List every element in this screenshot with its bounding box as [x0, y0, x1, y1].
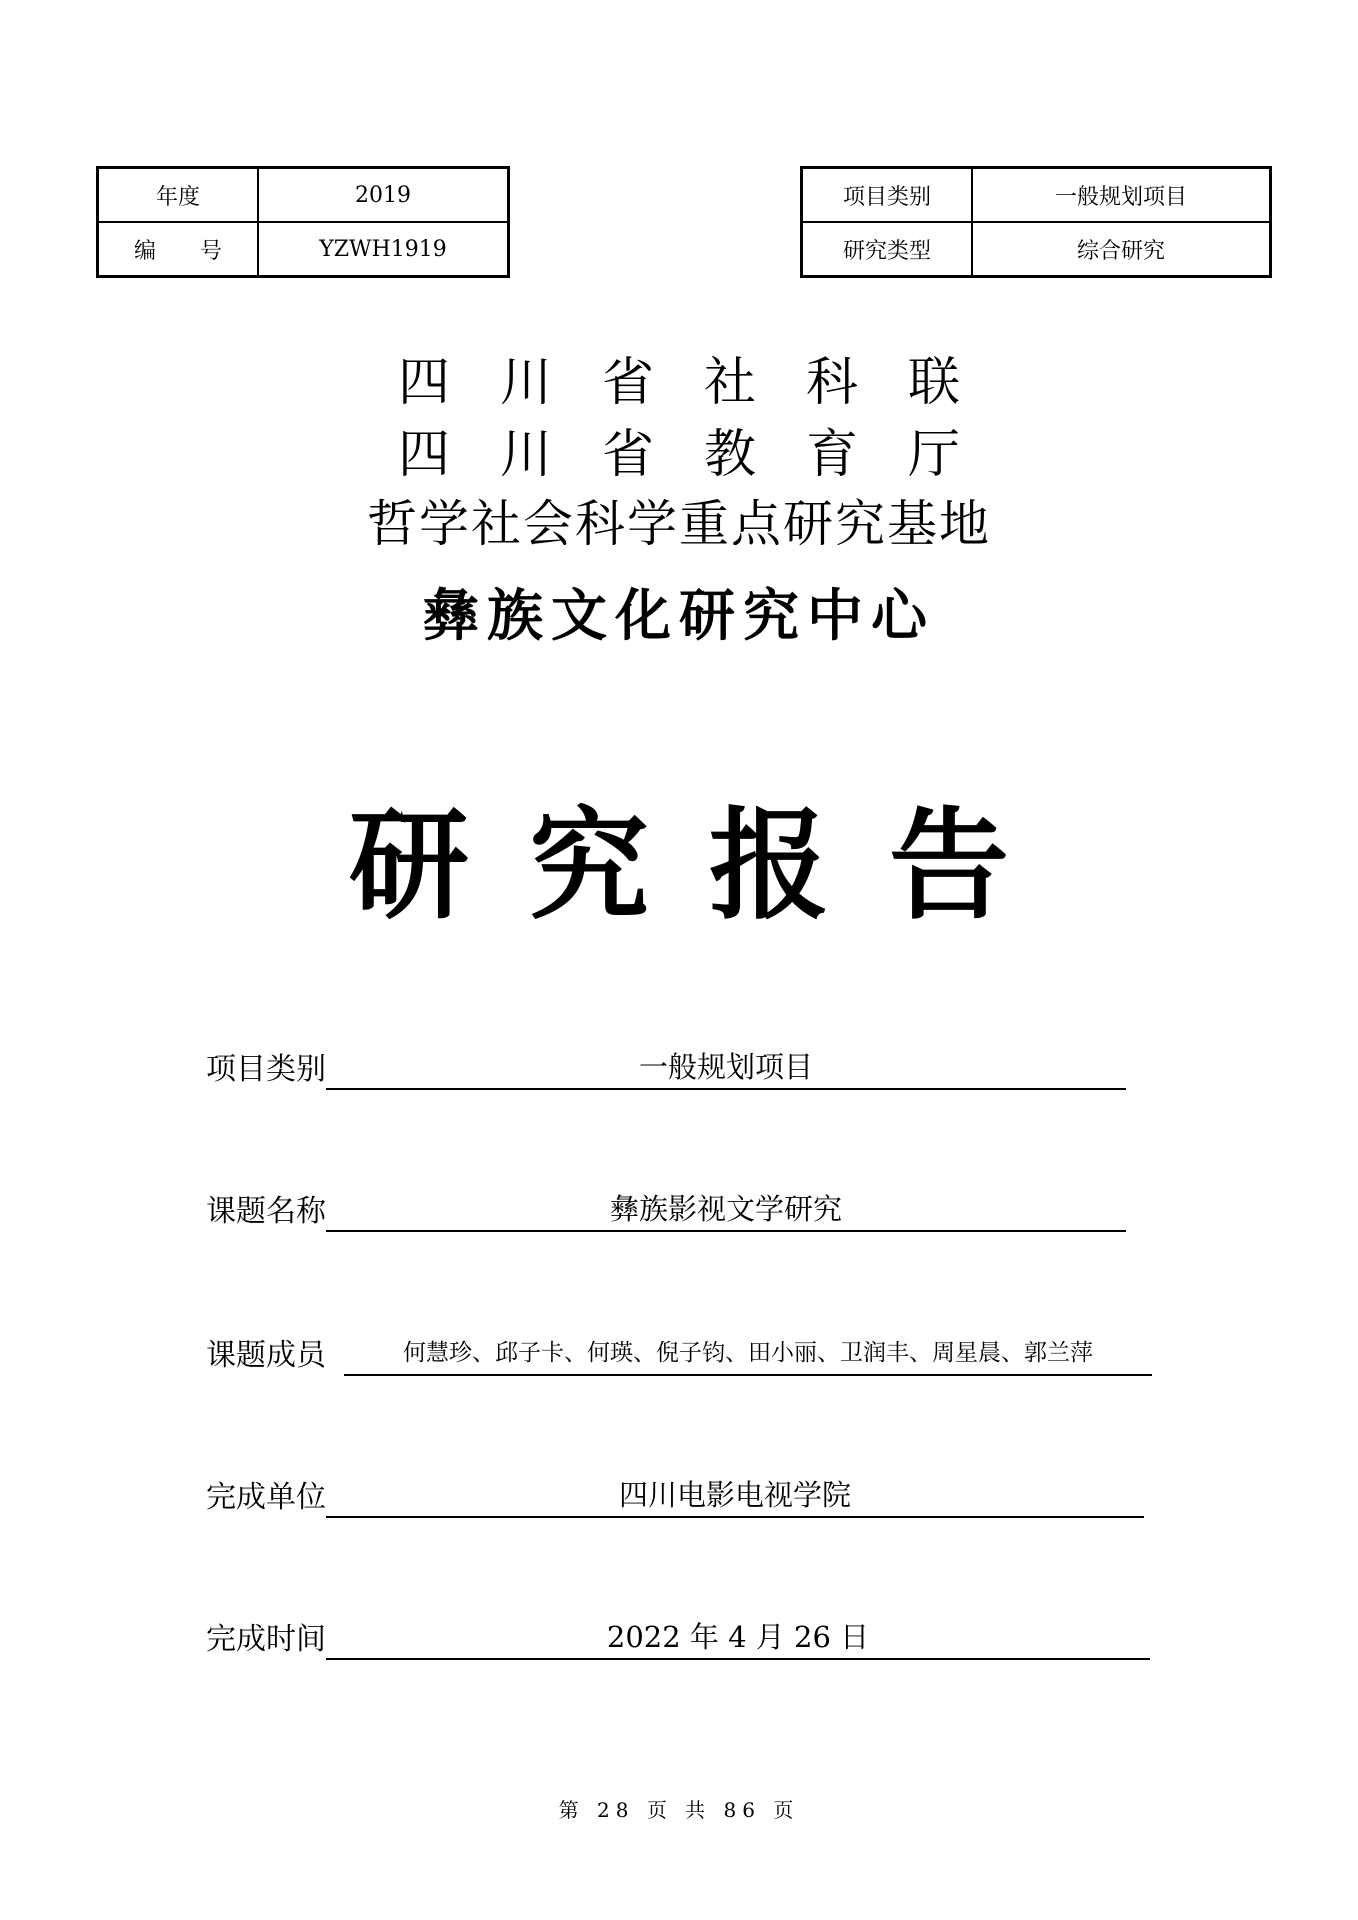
header-info-table-right [800, 166, 1272, 278]
org-name-line-3: 哲学社会科学重点研究基地 [367, 495, 991, 553]
project-category-value: 一般规划项目 [972, 168, 1271, 223]
table-row [98, 168, 509, 223]
page-number-footer: 第 28 页 共 86 页 [558, 1798, 800, 1822]
team-members-field-value: 何慧珍、邱子卡、何瑛、倪子钧、田小丽、卫润丰、周星晨、郭兰萍 [344, 1334, 1152, 1376]
project-category-label: 项目类别 [802, 168, 973, 223]
report-title: 研究报告 [349, 797, 1069, 936]
project-category-field-label: 项目类别 [206, 1052, 326, 1087]
team-members-field-label: 课题成员 [206, 1338, 326, 1373]
completion-date-field [206, 1616, 1150, 1660]
org-name-line-1: 四川省社科联 [397, 353, 1010, 413]
completing-unit-field-label: 完成单位 [206, 1480, 326, 1515]
serial-number-value: YZWH1919 [258, 222, 509, 277]
research-type-value: 综合研究 [972, 222, 1271, 277]
project-category-field [206, 1046, 1126, 1090]
project-category-field-value: 一般规划项目 [326, 1048, 1126, 1090]
year-value: 2019 [258, 168, 509, 223]
table-row [802, 222, 1271, 277]
year-label: 年度 [98, 168, 259, 223]
completion-date-field-label: 完成时间 [206, 1622, 326, 1657]
research-center-name: 彝族文化研究中心 [423, 583, 935, 649]
topic-name-field-label: 课题名称 [206, 1194, 326, 1229]
team-members-field [206, 1332, 1152, 1376]
header-info-table-left [96, 166, 510, 278]
topic-name-field-value: 彝族影视文学研究 [326, 1190, 1126, 1232]
topic-name-field [206, 1188, 1126, 1232]
completion-date-field-value: 2022 年 4 月 26 日 [326, 1618, 1150, 1660]
research-type-label: 研究类型 [802, 222, 973, 277]
completing-unit-field [206, 1474, 1144, 1518]
completing-unit-field-value: 四川电影电视学院 [326, 1476, 1144, 1518]
table-row [802, 168, 1271, 223]
org-name-line-2: 四川省教育厅 [397, 425, 1010, 485]
serial-number-label: 编 号 [98, 222, 259, 277]
table-row [98, 222, 509, 277]
